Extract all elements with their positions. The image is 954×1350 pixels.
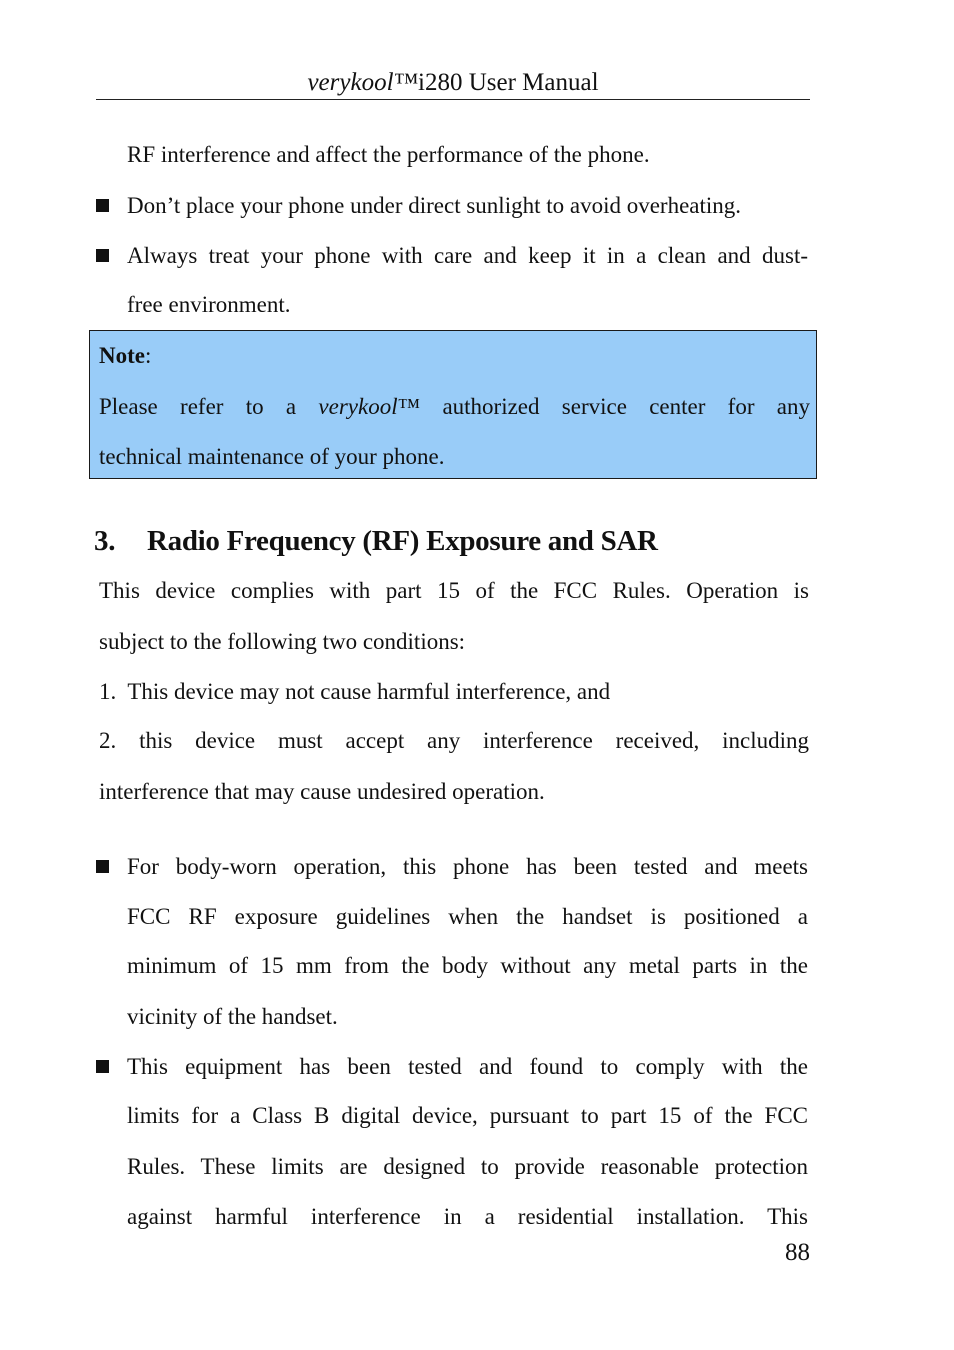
continued-line: RF interference and affect the performance of the phone.	[127, 142, 650, 167]
condition-2-line-1: 2. this device must accept any interference received, including	[99, 728, 809, 753]
classb-line-3: Rules. These limits are designed to provide reasonable protection	[127, 1154, 808, 1179]
intro-line-2: subject to the following two conditions:	[99, 629, 466, 654]
bodyworn-line-4: vicinity of the handset.	[127, 1004, 338, 1029]
bodyworn-line-2: FCC RF exposure guidelines when the handset is positioned a	[127, 904, 808, 929]
header-title: i280 User Manual	[418, 69, 599, 96]
bullet-square-icon	[96, 860, 109, 873]
bodyworn-line-3: minimum of 15 mm from the body without any metal parts in the	[127, 953, 808, 978]
bodyworn-line-1: For body-worn operation, this phone has been tested and meets	[127, 854, 808, 879]
condition-1: 1. This device may not cause harmful interference, and	[99, 679, 611, 704]
intro-line-1: This device complies with part 15 of the FCC Rules. Operation is	[99, 578, 809, 603]
note-brand: verykool	[318, 394, 398, 419]
condition-2-line-2: interference that may cause undesired operation.	[99, 779, 545, 804]
bullet-care-line-2: free environment.	[127, 292, 291, 317]
classb-line-2: limits for a Class B digital device, pursuant to part 15 of the FCC	[127, 1103, 808, 1128]
note-title: Note	[99, 343, 145, 368]
section-heading	[94, 516, 658, 566]
header-brand: verykool™	[307, 69, 419, 96]
section-number: 3.	[94, 525, 116, 557]
running-header	[96, 66, 810, 100]
note-line-2: technical maintenance of your phone.	[99, 444, 445, 469]
bullet-square-icon	[96, 1060, 109, 1073]
bullet-sunlight: Don’t place your phone under direct sunlight to avoid overheating.	[127, 193, 742, 218]
page-number: 88	[785, 1239, 810, 1266]
bullet-care-line-1: Always treat your phone with care and keep it in a clean and dust-	[127, 243, 808, 268]
bullet-square-icon	[96, 249, 109, 262]
classb-line-4: against harmful interference in a residential installation. This	[127, 1204, 808, 1229]
note-line-1: Please refer to a verykool™ authorized service center for any	[99, 394, 810, 419]
note-heading: Note:	[99, 343, 152, 368]
bullet-square-icon	[96, 199, 109, 212]
note-box	[89, 330, 817, 479]
classb-line-1: This equipment has been tested and found to comply with the	[127, 1054, 808, 1079]
section-title: Radio Frequency (RF) Exposure and SAR	[147, 525, 658, 557]
